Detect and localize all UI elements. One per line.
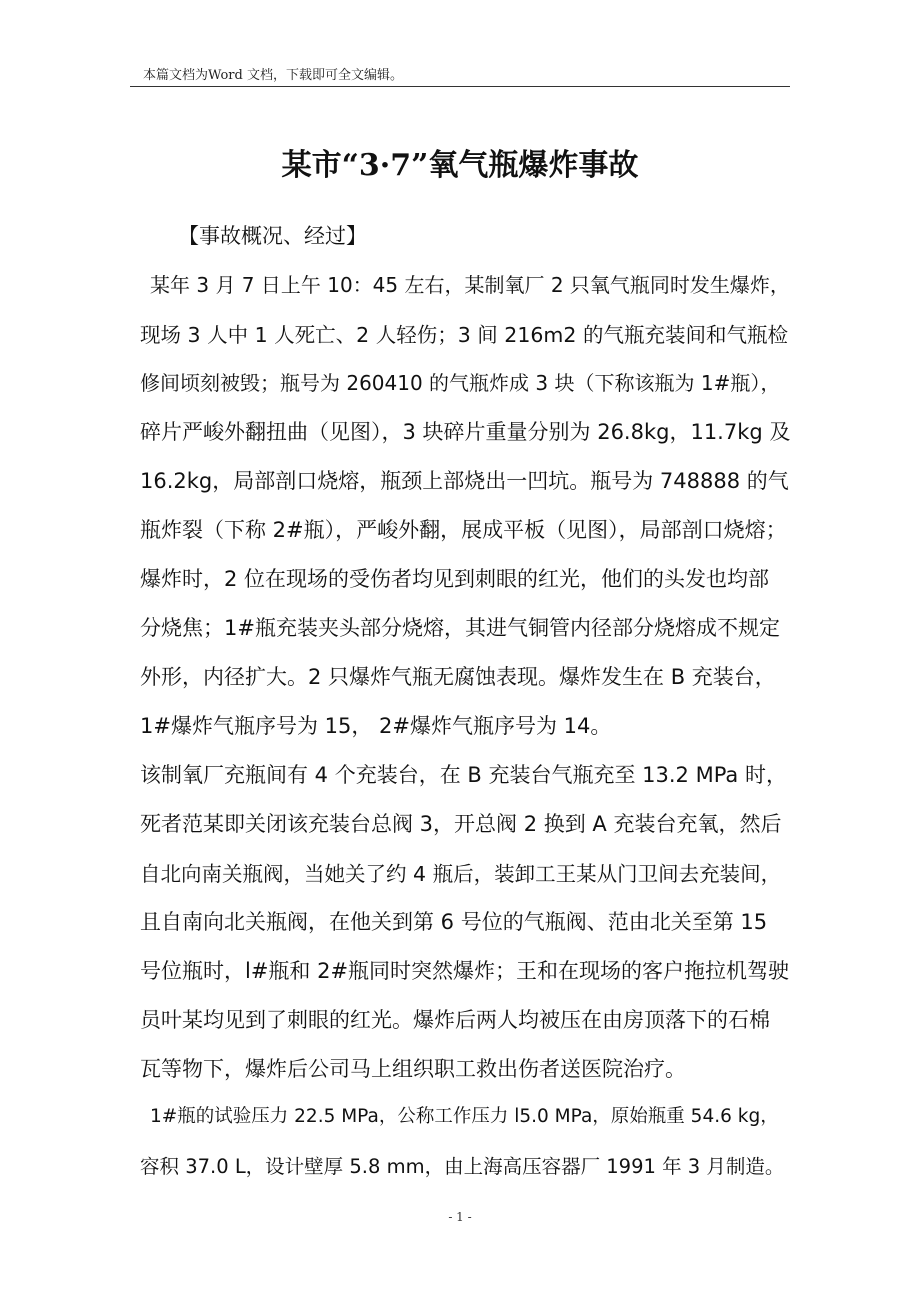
header-note: 本篇文档为Word 文档，下载即可全文编辑。 [143,68,403,83]
paragraph-line: 容积 37.0 L，设计壁厚 5.8 mm，由上海高压容器厂 1991 年 3 月制造。 [140,1155,785,1178]
paragraph-line: 号位瓶时，l#瓶和 2#瓶同时突然爆炸；王和在现场的客户拖拉机驾驶 [140,959,790,983]
paragraph-line: 修间顷刻被毁；瓶号为 260410 的气瓶炸成 3 块（下称该瓶为 1#瓶）， [140,371,781,395]
paragraph-line: 1#爆炸气瓶序号为 15， 2#爆炸气瓶序号为 14。 [140,714,612,738]
paragraph-line: 碎片严峻外翻扭曲（见图），3 块碎片重量分别为 26.8kg，11.7kg 及 [140,420,791,444]
paragraph-line: 外形，内径扩大。2 只爆炸气瓶无腐蚀表现。爆炸发生在 B 充装台， [140,665,776,689]
paragraph-line: 员叶某均见到了刺眼的红光。爆炸后两人均被压在由房顶落下的石棉 [140,1008,770,1032]
paragraph-line: 分烧焦；1#瓶充装夹头部分烧熔，其进气铜管内径部分烧熔成不规定 [140,616,780,640]
section-heading: 【事故概况、经过】 [178,224,367,248]
paragraph-line: 死者范某即关闭该充装台总阀 3，开总阀 2 换到 A 充装台充氧，然后 [140,812,782,836]
header-divider [130,86,790,87]
page-number: - 1 - [448,1210,472,1224]
paragraph-line: 某年 3 月 7 日上午 10：45 左右，某制氧厂 2 只氧气瓶同时发生爆炸， [150,273,790,297]
document-title: 某市“3·7”氧气瓶爆炸事故 [281,148,639,183]
paragraph-line: 瓶炸裂（下称 2#瓶），严峻外翻，展成平板（见图），局部剖口烧熔； [140,518,787,542]
paragraph-line: 自北向南关瓶阀，当她关了约 4 瓶后，装卸工王某从门卫间去充装间， [140,862,782,886]
paragraph-line: 爆炸时，2 位在现场的受伤者均见到刺眼的红光，他们的头发也均部 [140,567,770,591]
paragraph-line: 瓦等物下，爆炸后公司马上组织职工救出伤者送医院治疗。 [140,1057,686,1081]
paragraph-line: 且自南向北关瓶阀，在他关到第 6 号位的气瓶阀、范由北关至第 15 [140,910,768,934]
paragraph-line: 1#瓶的试验压力 22.5 MPa，公称工作压力 l5.0 MPa，原始瓶重 54.6 kg， [150,1106,779,1127]
paragraph-line: 现场 3 人中 1 人死亡、2 人轻伤；3 间 216m2 的气瓶充装间和气瓶检 [140,323,788,347]
paragraph-line: 该制氧厂充瓶间有 4 个充装台，在 B 充装台气瓶充至 13.2 MPa 时， [140,763,787,787]
paragraph-line: 16.2kg，局部剖口烧熔，瓶颈上部烧出一凹坑。瓶号为 748888 的气 [140,469,789,493]
